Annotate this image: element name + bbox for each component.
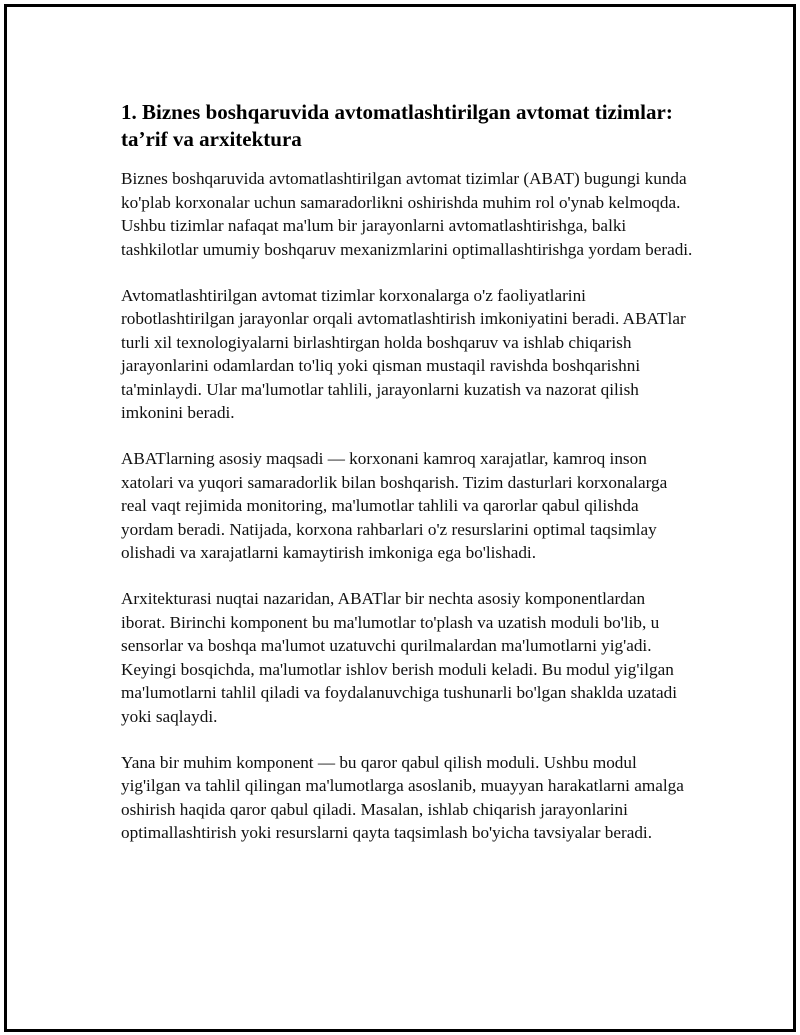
paragraph-goal: ABATlarning asosiy maqsadi — korxonani kamroq xarajatlar, kamroq inson xatolari va yuqori samaradorlik bilan boshqarish. Tizim dasturlari korxonalarga real vaqt rejimida monitoring, ma'lumotlar tahlili va qarorlar qabul qilishda yordam beradi. Natijada, korxona rahbarlari o'z resurslarini optimal taqsimlay olishadi va xarajatlarni kamaytirish imkoniga ega bo'lishadi. <box>121 449 668 562</box>
paragraph-decision-module: Yana bir muhim komponent — bu qaror qabul qilish moduli. Ushbu modul yig'ilgan va tahlil qilingan ma'lumotlarga asoslanib, muayyan harakatlarni amalga oshirish haqida qaror qabul qiladi. Masalan, ishlab chiqarish jarayonlarini optimallashtirish yoki resurslarni qayta taqsimlash bo'yicha tavsiyalar beradi. <box>121 752 684 842</box>
document-body <box>121 99 693 867</box>
document-page <box>4 4 796 1032</box>
paragraph-architecture: Arxitekturasi nuqtai nazaridan, ABATlar bir nechta asosiy komponentlardan iborat. Birinchi komponent bu ma'lumotlar to'plash va uzatish moduli bo'lib, u sensorlar va boshqa ma'lumot uzatuvchi qurilmalardan ma'lumotlarni yig'adi. Keyingi bosqichda, ma'lumotlar ishlov berish moduli keladi. Bu modul yig'ilgan ma'lumotlarni tahlil qiladi va foydalanuvchiga tushunarli bo'lgan shaklda uzatadi yoki saqlaydi. <box>121 589 678 726</box>
paragraph-automation: Avtomatlashtirilgan avtomat tizimlar korxonalarga o'z faoliyatlarini robotlashtirilgan jarayonlar orqali avtomatlashtirish imkoniyatini beradi. ABATlar turli xil texnologiyalarni birlashtirgan holda boshqaruv va ishlab chiqarish jarayonlarini odamlardan to'liq yoki qisman mustaqil ravishda boshqarishni ta'minlaydi. Ular ma'lumotlar tahlili, jarayonlarni kuzatish va nazorat qilish imkonini beradi. <box>121 285 686 422</box>
section-heading: 1. Biznes boshqaruvida avtomatlashtirilgan avtomat tizimlar: ta’rif va arxitektura <box>121 100 673 151</box>
paragraph-intro: Biznes boshqaruvida avtomatlashtirilgan avtomat tizimlar (ABAT) bugungi kunda ko'plab korxonalar uchun samaradorlikni oshirishda muhim rol o'ynab kelmoqda. Ushbu tizimlar nafaqat ma'lum bir jarayonlarni avtomatlashtirishga, balki tashkilotlar umumiy boshqaruv mexanizmlarini optimallashtirishga yordam beradi. <box>121 169 693 259</box>
